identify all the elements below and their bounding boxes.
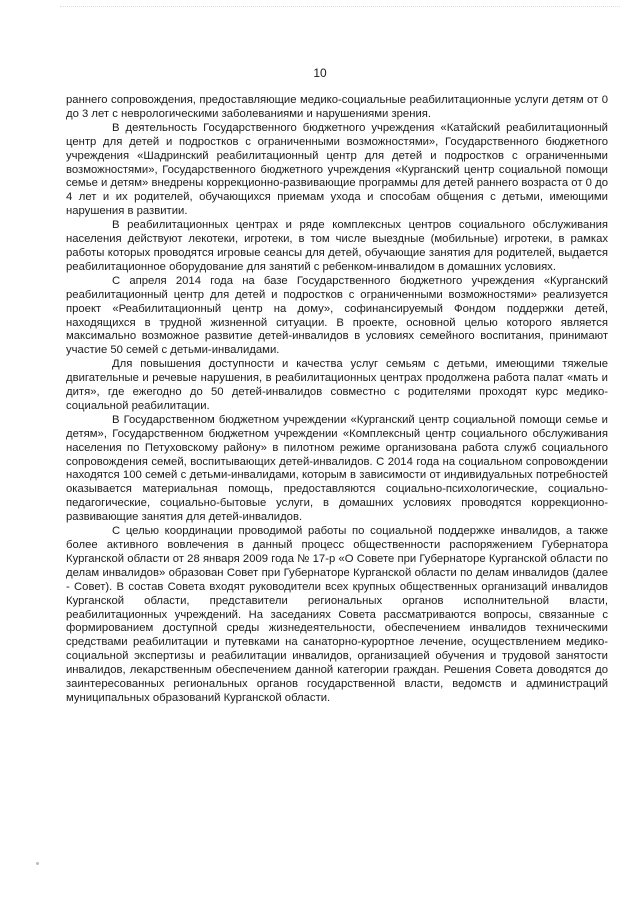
paragraph: В реабилитационных центрах и ряде комплексных центров социального обслуживания населения действуют лекотеки, игротеки, в том числе выездные (мобильные) игротеки, в рамках работы которых проводятся игровые сеансы для детей, обучающие занятия для родителей, выдается реабилитационное оборудование для занятий с ребенком-инвалидом в домашних условиях. [66,219,608,273]
paragraph-continuation: раннего сопровождения, предоставляющие медико-социальные реабилитационные услуги детям от 0 до 3 лет с неврологическими заболеваниями и нарушениями зрения. [66,94,608,120]
paragraph: В Государственном бюджетном учреждении «Курганский центр социальной помощи семье и детям», Государственном бюджетном учреждении «Комплексный центр социального обслуживания населения по Петуховскому району» в пилотном режиме организована работа служб социального сопровождения семей, воспитывающих детей-инвалидов. С 2014 года на социальном сопровождении находятся 100 семей с детьми-инвалидами, которым в зависимости от индивидуальных потребностей оказывается материальная помощь, предоставляются социально-психологические, социально-педагогические, социально-бытовые услуги, в домашних условиях проводятся коррекционно-развивающие занятия для детей-инвалидов. [66,413,608,524]
paragraph: Для повышения доступности и качества услуг семьям с детьми, имеющими тяжелые двигательные и речевые нарушения, в реабилитационных центрах продолжена работа палат «мать и дитя», где ежегодно до 50 детей-инвалидов совместно с родителями проходят курс медико-социальной реабилитации. [66,358,608,412]
page-number: 10 [313,66,327,80]
paragraph: С апреля 2014 года на базе Государственного бюджетного учреждения «Курганский реабилитационный центр для детей и подростков с ограниченными возможностями» реализуется проект «Реабилитационный центр на дому», софинансируемый Фондом поддержки детей, находящихся в трудной жизненной ситуации. В проекте, основной целью которого является максимально возможное развитие детей-инвалидов в условиях семейного воспитания, принимают участие 50 семей с детьми-инвалидами. [66,274,608,357]
paragraph: В деятельность Государственного бюджетного учреждения «Катайский реабилитационный центр для детей и подростков с ограниченными возможностями», Государственного бюджетного учреждения «Шадринский реабилитационный центр для детей и подростков с ограниченными возможностями», Государственного бюджетного учреждения «Курганский центр социальной помощи семье и детям» внедрены коррекционно-развивающие программы для детей раннего возраста от 0 до 4 лет и их родителей, обучающихся приемам ухода и способам общения с детьми, имеющими нарушения в развитии. [66,121,608,218]
body-text [66,94,608,706]
margin-mark [36,862,39,865]
scan-artifact [60,6,620,13]
paragraph: С целью координации проводимой работы по социальной поддержке инвалидов, а также более активного вовлечения в данный процесс общественности распоряжением Губернатора Курганской области от 28 января 2009 года № 17-р «О Совете при Губернаторе Курганской области по делам инвалидов» образован Совет при Губернаторе Курганской области по делам инвалидов (далее - Совет). В состав Совета входят руководители всех крупных общественных организаций инвалидов Курганской области, представители региональных органов исполнительной власти, реабилитационных учреждений. На заседаниях Совета рассматриваются вопросы, связанные с формированием доступной среды жизнедеятельности, обеспечением инвалидов техническими средствами реабилитации и путевками на санаторно-курортное лечение, осуществлением медико-социальной экспертизы и реабилитации инвалидов, организацией обучения и трудовой занятости инвалидов, лекарственным обеспечением данной категории граждан. Решения Совета доводятся до заинтересованных региональных органов государственной власти, ведомств и администраций муниципальных образований Курганской области. [66,525,608,704]
